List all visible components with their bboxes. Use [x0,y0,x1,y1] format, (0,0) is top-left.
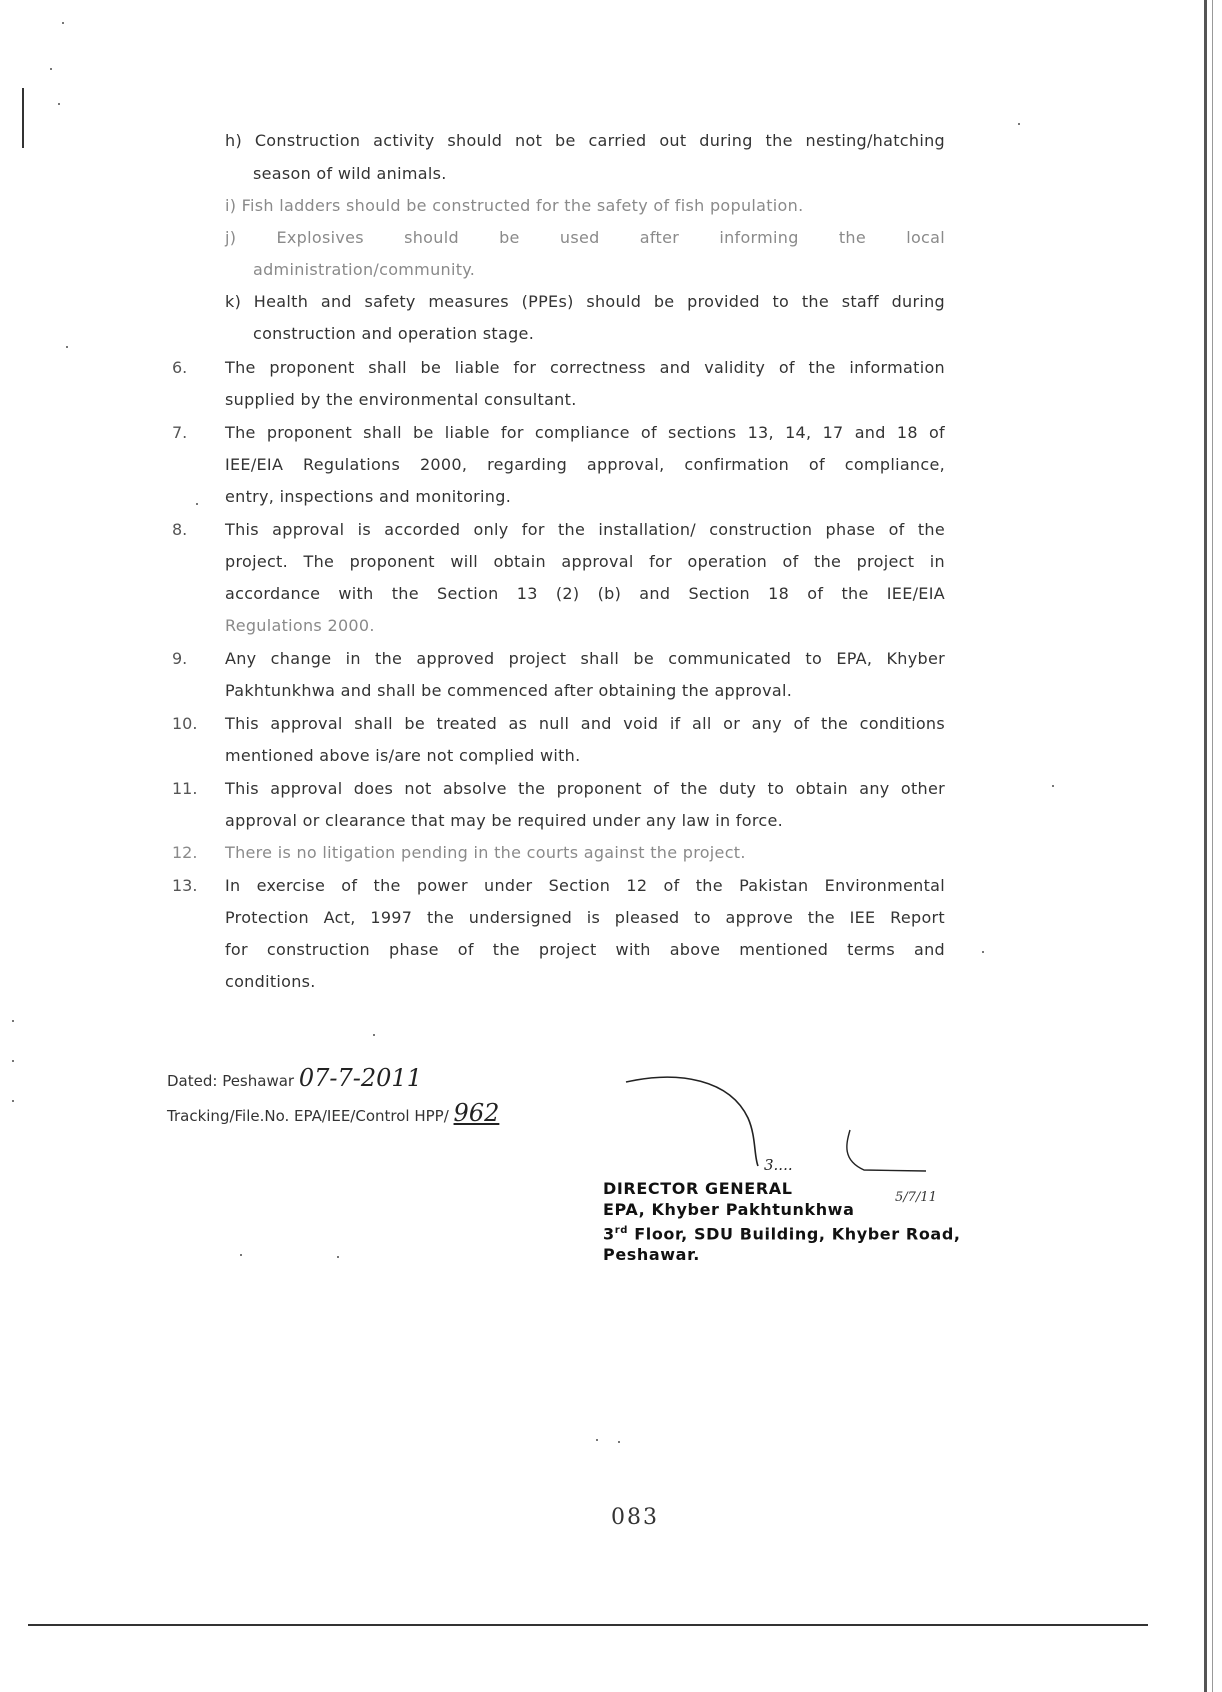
clause-line: mentioned above is/are not complied with. [225,746,581,765]
clause-number: 11. [172,779,198,798]
clause-line: Pakhtunkhwa and shall be commenced after obtaining the approval. [225,681,793,700]
clause-number: 13. [172,876,198,895]
clause-number: 9. [172,649,188,668]
scan-speck [1052,785,1054,787]
clause-line: Any change in the approved project shall be communicated to EPA, Khyber [225,649,945,668]
scan-speck [62,22,64,24]
scan-speck [982,951,984,953]
item-j-line: administration/community. [253,260,476,279]
clause-line: approval or clearance that may be required under any law in force. [225,811,783,830]
clause-line: Regulations 2000. [225,616,375,635]
dated-value: 07-7-2011 [298,1064,422,1092]
scan-speck [596,1439,598,1441]
scan-edge [22,88,24,148]
scan-speck [66,346,68,348]
dated-label: Dated: Peshawar [167,1072,295,1090]
clause-number: 12. [172,843,198,862]
scan-speck [1018,123,1020,125]
scan-speck [12,1100,14,1102]
item-j-line: j) Explosives should be used after informing the local [225,228,945,247]
clause-line: In exercise of the power under Section 12 of the Pakistan Environmental [225,876,945,895]
tracking-label: Tracking/File.No. EPA/IEE/Control HPP/ [167,1107,449,1125]
clause-line: Protection Act, 1997 the undersigned is pleased to approve the IEE Report [225,908,945,927]
tracking-line [167,1099,499,1127]
scan-edge [1212,0,1213,1692]
signature-date: 5/7/11 [895,1190,937,1205]
scan-speck [337,1256,339,1258]
signatory-org: EPA, Khyber Pakhtunkhwa [603,1200,855,1219]
bottom-rule [28,1624,1148,1626]
clause-line: entry, inspections and monitoring. [225,487,512,506]
clause-number: 7. [172,423,188,442]
signatory-address: 3rd Floor, SDU Building, Khyber Road, [603,1224,961,1244]
item-i-line: i) Fish ladders should be constructed for the safety of fish population. [225,196,804,215]
clause-line: supplied by the environmental consultant. [225,390,577,409]
clause-line: The proponent shall be liable for compliance of sections 13, 14, 17 and 18 of [225,423,945,442]
scan-edge [1204,0,1207,1692]
clause-line: There is no litigation pending in the courts against the project. [225,843,746,862]
page-number: 083 [611,1505,659,1530]
signatory-title: DIRECTOR GENERAL [603,1179,793,1198]
scan-speck [196,503,198,505]
clause-line: IEE/EIA Regulations 2000, regarding approval, confirmation of compliance, [225,455,945,474]
clause-line: accordance with the Section 13 (2) (b) and Section 18 of the IEE/EIA [225,584,945,603]
clause-line: for construction phase of the project with above mentioned terms and [225,940,945,959]
scan-speck [50,68,52,70]
signatory-city: Peshawar. [603,1245,700,1265]
clause-line: The proponent shall be liable for correctness and validity of the information [225,358,945,377]
dated-line [167,1064,422,1092]
signature-scribble: 3.... [764,1156,793,1174]
item-k-line: k) Health and safety measures (PPEs) should be provided to the staff during [225,292,945,311]
clause-number: 6. [172,358,188,377]
item-h-line: season of wild animals. [253,164,447,183]
scan-speck [12,1020,14,1022]
item-h-line: h) Construction activity should not be carried out during the nesting/hatching [225,131,945,150]
clause-line: conditions. [225,972,316,991]
clause-number: 10. [172,714,198,733]
clause-line: This approval shall be treated as null and void if all or any of the conditions [225,714,945,733]
item-k-line: construction and operation stage. [253,324,535,343]
clause-line: This approval is accorded only for the installation/ construction phase of the [225,520,945,539]
tracking-value: 962 [453,1099,500,1127]
clause-line: project. The proponent will obtain approval for operation of the project in [225,552,945,571]
scan-speck [58,103,60,105]
clause-line: This approval does not absolve the proponent of the duty to obtain any other [225,779,945,798]
clause-number: 8. [172,520,188,539]
scan-speck [12,1060,14,1062]
signatory-block [603,1178,961,1265]
scan-speck [240,1254,242,1256]
scan-speck [618,1441,620,1443]
signature-mark [620,1070,940,1180]
scan-speck [373,1034,375,1036]
